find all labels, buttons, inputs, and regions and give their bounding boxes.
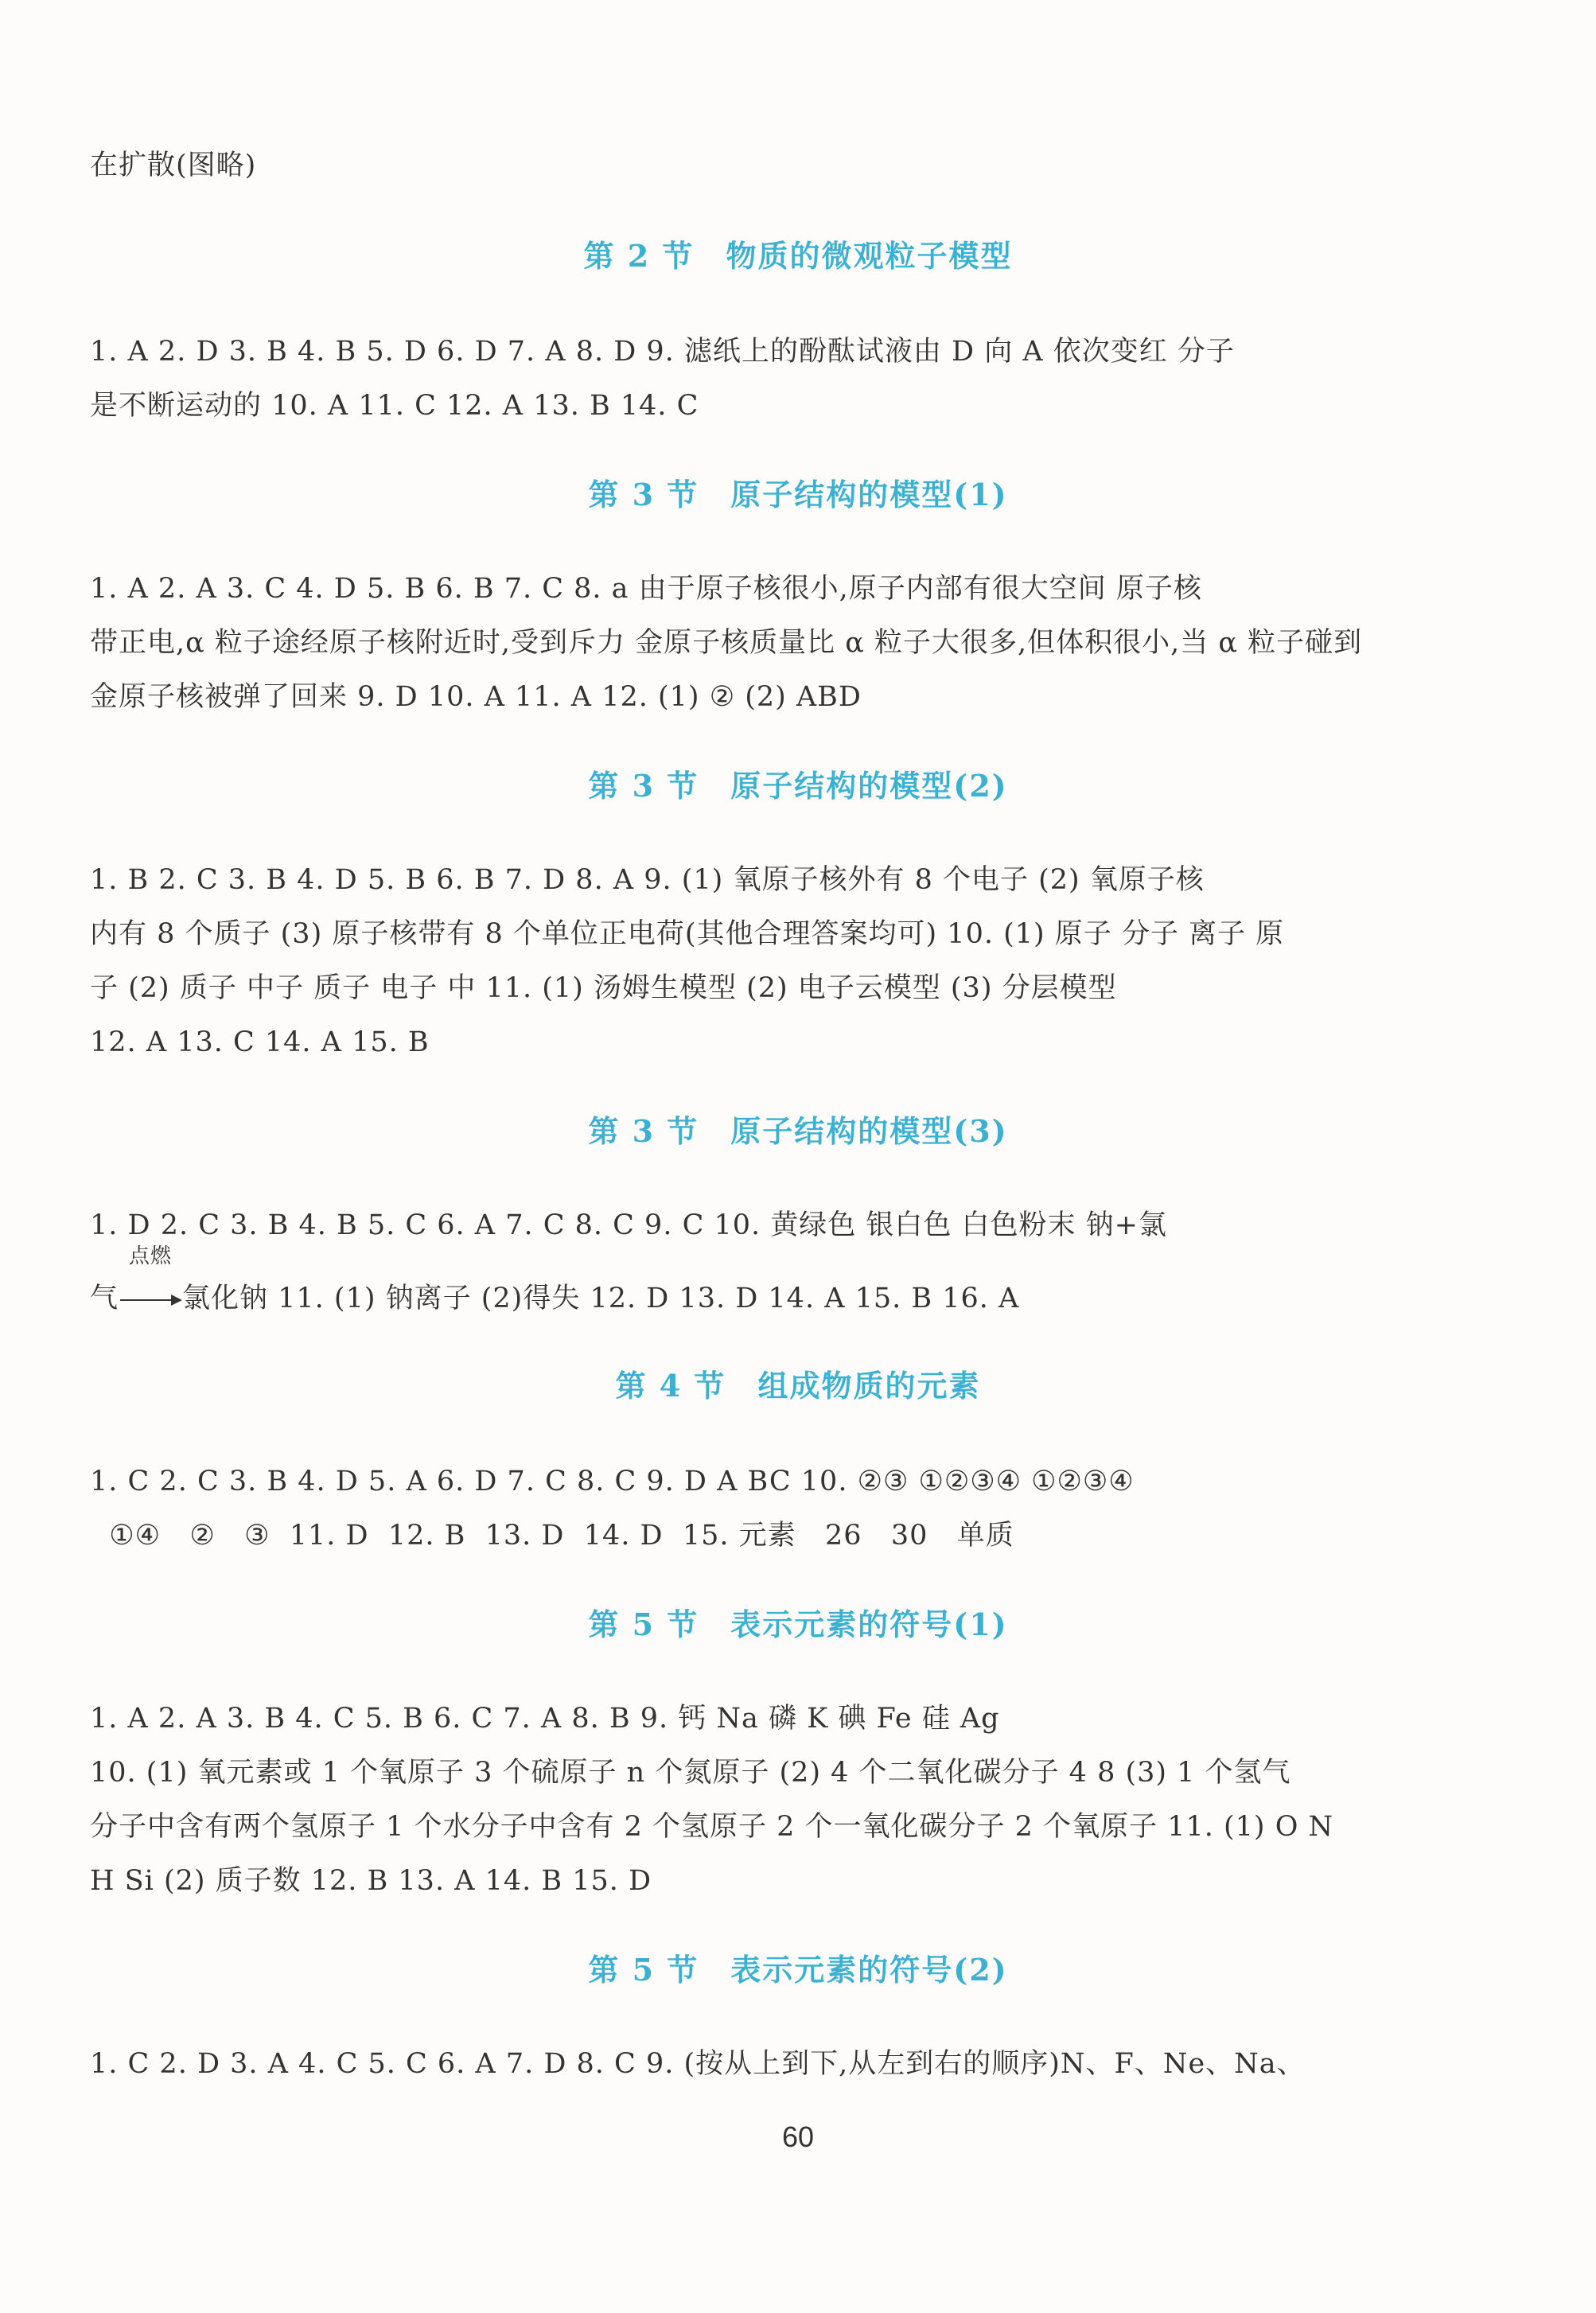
section-number: 第 4 节 <box>615 1368 726 1404</box>
text-line: 12. A 13. C 14. A 15. B <box>90 1026 430 1058</box>
section-title: 表示元素的符号(2) <box>730 1952 1008 1988</box>
text-line: 1. D 2. C 3. B 4. B 5. C 6. A 7. C 8. C 9. C 10. 黄绿色 银白色 白色粉末 钠+氯 <box>90 1209 1167 1241</box>
text-line: 1. B 2. C 3. B 4. D 5. B 6. B 7. D 8. A 9. (1) 氧原子核外有 8 个电子 (2) 氧原子核 <box>90 864 1205 896</box>
text-line: 1. C 2. C 3. B 4. D 5. A 6. D 7. C 8. C 9. D A BC 10. ②③ ①②③④ ①②③④ <box>90 1466 1135 1497</box>
section-heading <box>0 1946 1596 1994</box>
answer-paragraph <box>90 853 1458 1069</box>
section-number: 第 3 节 <box>588 768 699 804</box>
section-title: 物质的微观粒子模型 <box>726 238 1013 274</box>
section-title: 表示元素的符号(1) <box>730 1606 1008 1642</box>
page-number: 60 <box>781 2120 815 2153</box>
text-line: 是不断运动的 10. A 11. C 12. A 13. B 14. C <box>90 390 699 422</box>
text-line: 分子中含有两个氢原子 1 个水分子中含有 2 个氢原子 2 个一氧化碳分子 2 个氧原子 11. (1) O N <box>90 1811 1334 1843</box>
text-line: ①④ ② ③ 11. D 12. B 13. D 14. D 15. 元素 26 30 单质 <box>90 1520 1014 1552</box>
section-heading <box>0 762 1596 810</box>
text-line: 子 (2) 质子 中子 质子 电子 中 11. (1) 汤姆生模型 (2) 电子云模型 (3) 分层模型 <box>90 972 1117 1004</box>
reactant-text: 气 <box>90 1283 119 1314</box>
intro-paragraph <box>90 138 1458 193</box>
section-number: 第 5 节 <box>588 1952 699 1988</box>
section-number: 第 2 节 <box>583 238 695 274</box>
section-title: 组成物质的元素 <box>757 1368 981 1404</box>
section-number: 第 5 节 <box>588 1606 699 1642</box>
reaction-condition: 点燃 <box>129 1244 173 1268</box>
section-title: 原子结构的模型(2) <box>730 768 1008 804</box>
section-heading <box>0 1108 1596 1155</box>
arrow-icon <box>120 1299 181 1301</box>
section-number: 第 3 节 <box>588 1113 699 1149</box>
text-line: 金原子核被弹了回来 9. D 10. A 11. A 12. (1) ② (2) ABD <box>90 681 862 713</box>
text-line: H Si (2) 质子数 12. B 13. A 14. B 15. D <box>90 1865 652 1897</box>
text-line: 1. A 2. A 3. B 4. C 5. B 6. C 7. A 8. B 9. 钙 Na 磷 K 碘 Fe 硅 Ag <box>90 1703 1000 1735</box>
answer-paragraph <box>90 2037 1458 2091</box>
section-heading <box>0 1601 1596 1649</box>
answer-paragraph <box>90 1198 1458 1326</box>
text-line: 内有 8 个质子 (3) 原子核带有 8 个单位正电荷(其他合理答案均可) 10. (1) 原子 分子 离子 原 <box>90 918 1285 950</box>
text-line: 10. (1) 氧元素或 1 个氧原子 3 个硫原子 n 个氮原子 (2) 4 个二氧化碳分子 4 8 (3) 1 个氢气 <box>90 1757 1291 1789</box>
answer-paragraph <box>90 325 1458 433</box>
reaction-line <box>90 1244 1458 1326</box>
reaction-arrow <box>119 1244 182 1326</box>
section-title: 原子结构的模型(1) <box>730 477 1008 512</box>
text-line: 1. C 2. D 3. A 4. C 5. C 6. A 7. D 8. C 9. (按从上到下,从左到右的顺序)N、F、Ne、Na、 <box>90 2048 1306 2080</box>
product-text: 氯化钠 11. (1) 钠离子 (2)得失 12. D 13. D 14. A 15. B 16. A <box>182 1283 1020 1314</box>
answer-paragraph <box>90 1454 1458 1563</box>
text-line: 带正电,α 粒子途经原子核附近时,受到斥力 金原子核质量比 α 粒子大很多,但体积很小,当 α 粒子碰到 <box>90 627 1363 659</box>
section-heading <box>0 232 1596 280</box>
answer-paragraph <box>90 562 1458 724</box>
text-line: 1. A 2. D 3. B 4. B 5. D 6. D 7. A 8. D 9. 滤纸上的酚酞试液由 D 向 A 依次变红 分子 <box>90 336 1235 368</box>
text-line: 在扩散(图略) <box>90 150 257 181</box>
section-number: 第 3 节 <box>588 477 699 512</box>
section-heading <box>0 471 1596 519</box>
text-line: 1. A 2. A 3. C 4. D 5. B 6. B 7. C 8. a 由于原子核很小,原子内部有很大空间 原子核 <box>90 573 1202 605</box>
section-heading <box>0 1362 1596 1410</box>
answer-paragraph <box>90 1692 1458 1908</box>
section-title: 原子结构的模型(3) <box>730 1113 1008 1149</box>
